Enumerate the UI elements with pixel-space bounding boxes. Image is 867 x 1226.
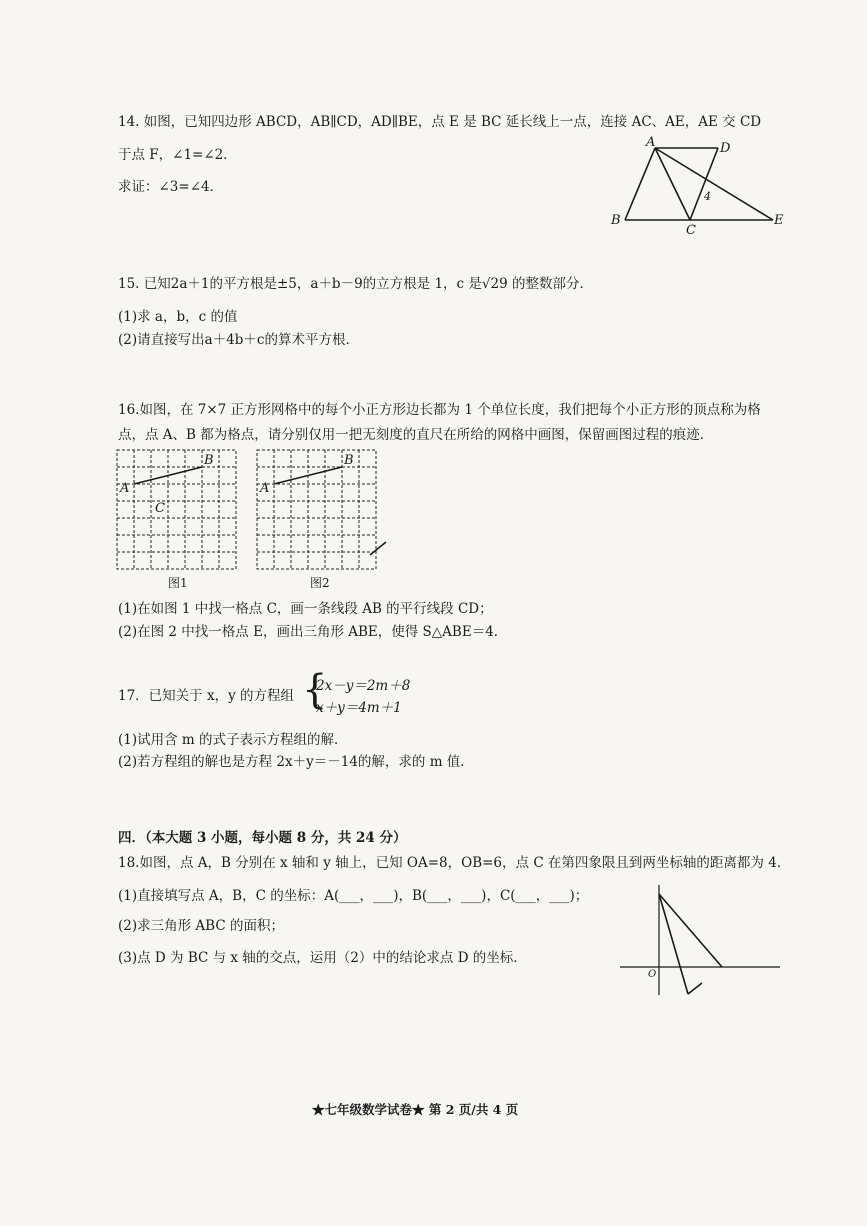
q16-fig1-label-C: C xyxy=(155,501,165,516)
q16-figure2-grid xyxy=(257,450,377,570)
q15-line1: 15. 已知2a＋1的平方根是±5，a＋b－9的立方根是 1，c 是√29 的整数部分． xyxy=(118,276,593,292)
q17-intro: 17．已知关于 x，y 的方程组 xyxy=(118,688,295,704)
q18-origin-label: O xyxy=(648,969,657,980)
q16-fig2-caption: 图2 xyxy=(310,576,330,590)
q14-line3: 求证：∠3=∠4． xyxy=(118,179,224,195)
q16-fig1-caption: 图1 xyxy=(168,576,188,590)
q18-item1: (1)直接填写点 A，B，C 的坐标：A(___，___)，B(___，___)，C(___，___)； xyxy=(118,888,589,904)
q16-fig2-label-B: B xyxy=(344,453,354,468)
section4-heading: 四．（本大题 3 小题，每小题 8 分，共 24 分） xyxy=(118,830,407,846)
q15-item2: (2)请直接写出a＋4b＋c的算术平方根． xyxy=(118,332,359,348)
page-footer: ★七年级数学试卷★ 第 2 页/共 4 页 xyxy=(312,1102,519,1117)
q14-label-E: E xyxy=(774,213,784,228)
q16-figure1-grid xyxy=(117,450,237,570)
q17-item1: (1)试用含 m 的式子表示方程组的解． xyxy=(118,732,348,748)
q18-item3: (3)点 D 为 BC 与 x 轴的交点，运用（2）中的结论求点 D 的坐标． xyxy=(118,950,527,966)
q16-fig1-label-A: A xyxy=(120,481,130,496)
q16-fig1-label-B: B xyxy=(204,453,214,468)
q14-label-D: D xyxy=(720,141,731,156)
q18-segment-bc xyxy=(659,894,688,994)
q18-item2: (2)求三角形 ABC 的面积； xyxy=(118,918,284,934)
q14-label-B: B xyxy=(611,213,621,228)
q14-label-4: 4 xyxy=(704,190,711,203)
q17-eq2: x＋y＝4m＋1 xyxy=(316,700,402,716)
q14-line1: 14. 如图，已知四边形 ABCD，AB∥CD，AD∥BE，点 E 是 BC 延长线上一点，连接 AC、AE，AE 交 CD xyxy=(118,114,762,130)
q17-item2: (2)若方程组的解也是方程 2x＋y＝－14的解，求的 m 值． xyxy=(118,754,474,770)
q18-segment-ba xyxy=(659,894,722,967)
q14-line2: 于点 F，∠1=∠2． xyxy=(118,147,237,163)
q16-fig2-stray-mark xyxy=(370,542,386,555)
q16-line2: 点，点 A、B 都为格点，请分别仅用一把无刻度的直尺在所给的网格中画图，保留画图过程的痕迹． xyxy=(118,427,714,443)
q18-segment-ac xyxy=(688,983,702,994)
q16-item1: (1)在如图 1 中找一格点 C，画一条线段 AB 的平行线段 CD； xyxy=(118,601,493,617)
q16-fig2-label-A: A xyxy=(260,481,270,496)
q17-brace: { xyxy=(302,667,328,713)
q15-item1: (1)求 a，b，c 的值 xyxy=(118,309,238,325)
q18-coordinate-figure xyxy=(620,880,800,1010)
q14-edge-ab xyxy=(625,148,655,220)
q16-line1: 16.如图，在 7×7 正方形网格中的每个小正方形边长都为 1 个单位长度，我们把每个小正方形的顶点称为格 xyxy=(118,402,761,418)
q14-label-C: C xyxy=(686,223,696,238)
q17-eq1: 2x－y＝2m＋8 xyxy=(316,678,411,694)
q14-label-A: A xyxy=(646,135,656,150)
q16-item2: (2)在图 2 中找一格点 E，画出三角形 ABE，使得 S△ABE＝4． xyxy=(118,624,508,640)
q18-line1: 18.如图，点 A，B 分别在 x 轴和 y 轴上，已知 OA=8，OB=6，点 C 在第四象限且到两坐标轴的距离都为 4． xyxy=(118,855,791,871)
q14-figure xyxy=(608,130,808,240)
